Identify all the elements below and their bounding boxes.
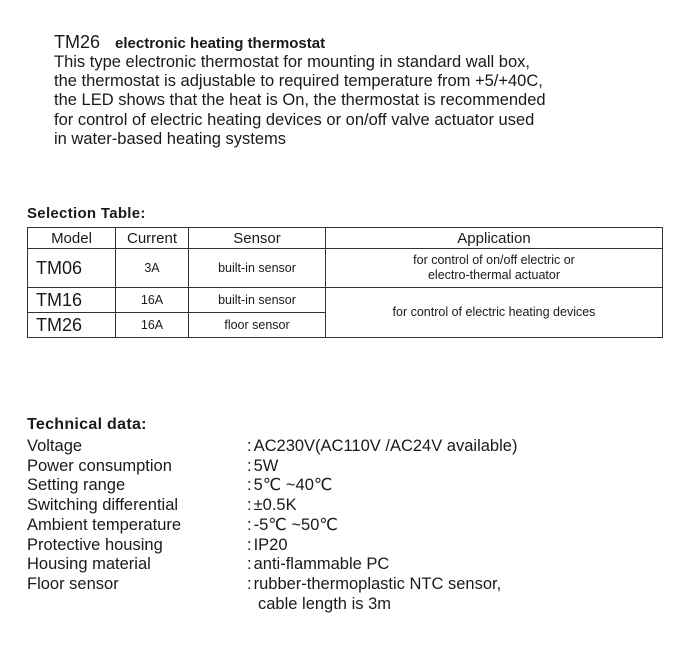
spec-label: Setting range bbox=[27, 476, 126, 495]
spec-row: Power consumption : 5W bbox=[27, 456, 279, 475]
spec-row: Protective housing : IP20 bbox=[27, 535, 288, 554]
selection-table bbox=[27, 227, 663, 338]
intro-line: This type electronic thermostat for mounting in standard wall box, bbox=[54, 53, 530, 71]
spec-value: IP20 bbox=[253, 535, 288, 554]
spec-value: anti-flammable PC bbox=[253, 555, 390, 574]
spec-row: Housing material : anti-flammable PC bbox=[27, 555, 390, 574]
spec-row: Floor sensor : rubber-thermoplastic NTC sensor, cable length is 3m bbox=[27, 574, 502, 613]
technical-data-list bbox=[27, 437, 517, 614]
table-header-row bbox=[28, 228, 663, 249]
spec-row: Switching differential : ±0.5K bbox=[27, 496, 297, 515]
spec-value-continuation: cable length is 3m bbox=[258, 594, 391, 613]
cell-sensor: built-in sensor bbox=[189, 249, 326, 288]
application-line: electro-thermal actuator bbox=[427, 268, 560, 282]
spec-value: AC230V(AC110V /AC24V available) bbox=[253, 437, 518, 455]
intro-paragraph bbox=[54, 53, 674, 149]
spec-label: Floor sensor bbox=[27, 574, 119, 593]
table-row bbox=[28, 249, 663, 288]
spec-label: Voltage bbox=[27, 437, 83, 455]
intro-line: for control of electric heating devices or on/off valve actuator used bbox=[54, 110, 535, 129]
cell-model: TM06 bbox=[28, 249, 116, 288]
cell-application bbox=[326, 249, 663, 288]
selection-table-heading: Selection Table: bbox=[27, 205, 146, 222]
cell-current: 3A bbox=[116, 249, 189, 288]
intro-line: the LED shows that the heat is On, the thermostat is recommended bbox=[54, 91, 546, 110]
spec-value: ±0.5K bbox=[253, 496, 297, 515]
column-header-current: Current bbox=[116, 228, 189, 249]
cell-current: 16A bbox=[116, 313, 189, 338]
cell-sensor: floor sensor bbox=[189, 313, 326, 338]
cell-model: TM16 bbox=[28, 288, 116, 313]
column-header-sensor: Sensor bbox=[189, 228, 326, 249]
spec-value: 5℃ ~40℃ bbox=[253, 476, 333, 495]
cell-current: 16A bbox=[116, 288, 189, 313]
spec-value: -5℃ ~50℃ bbox=[253, 515, 338, 534]
title-description: electronic heating thermostat bbox=[115, 35, 326, 52]
intro-line: the thermostat is adjustable to required temperature from +5/+40C, bbox=[54, 72, 543, 91]
column-header-model: Model bbox=[28, 228, 116, 249]
intro-line: in water-based heating systems bbox=[54, 129, 287, 148]
spec-label: Protective housing bbox=[27, 535, 163, 554]
spec-row: Voltage : AC230V(AC110V /AC24V available) bbox=[27, 437, 518, 455]
cell-sensor: built-in sensor bbox=[189, 288, 326, 313]
title-model: TM26 bbox=[54, 32, 101, 52]
technical-data-heading: Technical data: bbox=[27, 416, 147, 433]
spec-label: Power consumption bbox=[27, 456, 172, 475]
spec-value: rubber-thermoplastic NTC sensor, bbox=[253, 574, 502, 593]
spec-label: Ambient temperature bbox=[27, 515, 182, 534]
table-row bbox=[28, 288, 663, 313]
spec-label: Housing material bbox=[27, 555, 151, 574]
document-title bbox=[54, 32, 325, 54]
cell-application: for control of electric heating devices bbox=[326, 288, 663, 338]
column-header-application: Application bbox=[326, 228, 663, 249]
spec-value: 5W bbox=[253, 456, 279, 475]
spec-row: Ambient temperature : -5℃ ~50℃ bbox=[27, 515, 338, 534]
application-line: for control of on/off electric or bbox=[413, 253, 575, 267]
cell-model: TM26 bbox=[28, 313, 116, 338]
spec-label: Switching differential bbox=[27, 496, 179, 515]
spec-row: Setting range : 5℃ ~40℃ bbox=[27, 476, 333, 495]
